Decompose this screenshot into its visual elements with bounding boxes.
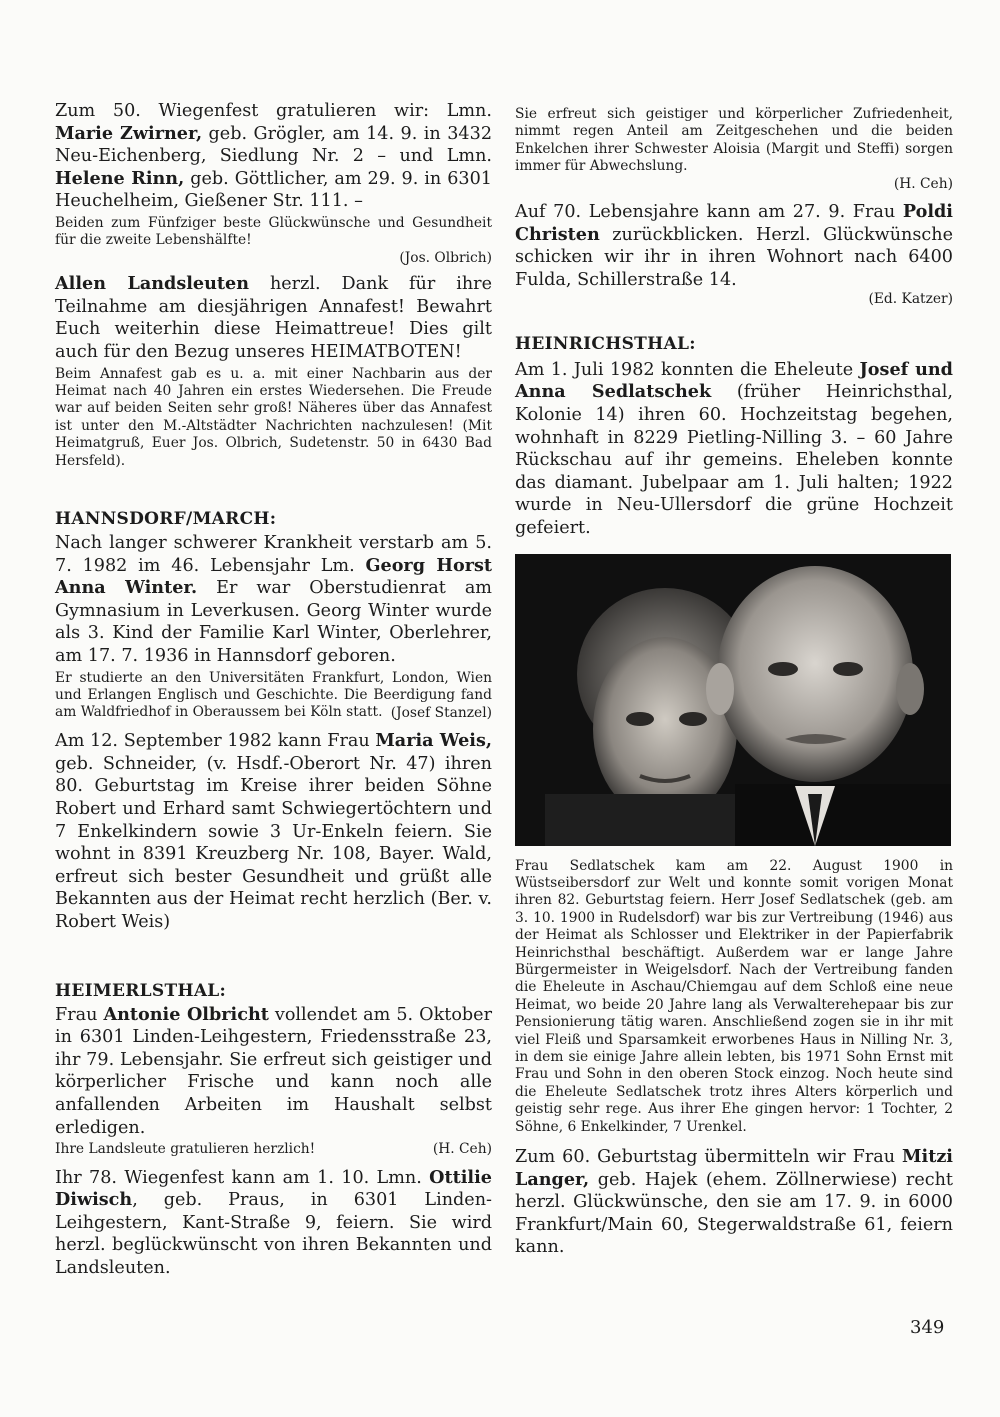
signature: (H. Ceh) — [893, 175, 953, 192]
text: herzl. Dank für ihre Teilnahme am diesjährigen Annafest! Bewahrt Euch weiterhin diese Heimattreue! Dies gilt auch für den Bezug unseres HEIMATBOTEN! — [55, 274, 492, 362]
birthday-notice-diwisch — [55, 1167, 492, 1280]
couple-portrait-graphic — [515, 554, 951, 846]
text: geb. Schneider, (v. Hsdf.-Oberort Nr. 47) ihren 80. Geburtstag im Kreise ihrer beiden Söhne Robert und Erhard samt Schwiegertöchtern und 7 Enkelkindern sowie 3 Ur-Enkeln feiern. Sie wohnt in 8391 Kreuzberg Nr. 108, Bayer. Wald, erfreut sich bester Gesundheit und grüßt alle Bekannten aus der Heimat recht herzlich (Ber. v. Robert Weis) — [55, 753, 492, 932]
text: Nach langer schwerer Krankheit verstarb am 5. 7. 1982 im 46. Lebensjahr Lm. — [55, 533, 492, 576]
section-heading-heimerlsthal: HEIMERLSTHAL: — [55, 980, 227, 1001]
text: , geb. Praus, in 6301 Linden-Leihgestern, Kant-Straße 9, feiern. Sie wird herzl. beglückwünscht von ihren Bekannten und Landsleuten. — [55, 1190, 492, 1278]
signature: (H. Ceh) — [432, 1141, 492, 1158]
person-name: Poldi Christen — [515, 201, 953, 245]
text: Ihr 78. Wiegenfest kann am 1. 10. Lmn. — [55, 1167, 430, 1188]
text: Zum 50. Wiegenfest gratulieren wir: Lmn. — [55, 101, 492, 121]
text: Frau — [55, 1004, 104, 1025]
birthday-wishes: Beiden zum Fünfziger beste Glückwünsche und Gesundheit für die zweite Lebenshälfte! — [55, 214, 492, 249]
right-column — [515, 106, 953, 1259]
left-column — [55, 100, 492, 1279]
person-name: Georg Horst Anna Winter. — [55, 554, 492, 599]
text: Zum 60. Geburtstag übermitteln wir Frau — [515, 1147, 903, 1168]
person-name: Maria Weis, — [375, 730, 492, 752]
text: Er war Oberstudienrat am Gymnasium in Leverkusen. Georg Winter wurde als 3. Kind der Familie Karl Winter, Oberlehrer, am 17. 7. 1936 in Hannsdorf geboren. — [55, 578, 492, 666]
text: Am 1. Juli 1982 konnten die Eheleute — [515, 359, 860, 380]
birthday-notice-weis — [55, 730, 492, 933]
person-name: Helene Rinn, — [55, 167, 185, 189]
birthday-notice-zwirner-rinn — [55, 100, 492, 213]
person-name: Josef und Anna Sedlatschek — [515, 358, 953, 403]
continued-note: Sie erfreut sich geistiger und körperlicher Zufriedenheit, nimmt regen Anteil am Zeitgeschehen und die beiden Enkelchen ihrer Schwester Aloisia (Margit und Steffi) sorgen immer für Abwechslung. — [515, 106, 953, 175]
person-name: Ottilie Diwisch — [55, 1166, 492, 1211]
congratulation-line — [55, 1141, 492, 1158]
signature: (Josef Stanzel) — [390, 704, 492, 721]
birthday-notice-langer — [515, 1146, 953, 1259]
photo-caption: Frau Sedlatschek kam am 22. August 1900 in Wüstseibersdorf zur Welt und konnte somit vorigen Monat ihren 82. Geburtstag feiern. Herr Josef Sedlatschek (geb. am 3. 10. 1900 in Rudelsdorf) war bis zur Vertreibung (1946) aus der Heimat als Schlosser und Elektriker in der Papierfabrik Heinrichsthal beschäftigt. Außerdem war er lange Jahre Bürgermeister in Weigelsdorf. Nach der Vertreibung fanden die Eheleute in Aschau/Chiemgau auf dem Schloß eine neue Heimat, wo beide 20 Jahre lang als Verwalterehepaar bis zur Pensionierung tätig waren. Anschließend zogen sie in ihr mit viel Fleiß und Sparsamkeit erworbenes Haus in Nilling Nr. 3, in dem sie einige Jahre allein lebten, bis 1971 Sohn Ernst mit Frau und Sohn in den oberen Stock einzog. Noch heute sind die Eheleute Sedlatschek trotz ihres Alters körperlich und geistig sehr rege. Aus ihrer Ehe gingen hervor: 1 Tochter, 2 Söhne, 6 Enkelkinder, 7 Urenkel. — [515, 857, 953, 1135]
obituary-details: Er studierte an den Universitäten Frankfurt, London, Wien und Erlangen Englisch und Geschichte. Die Beerdigung fand am Waldfriedhof in Oberaussem bei Köln statt. — [55, 669, 492, 721]
section-heading-hannsdorf: HANNSDORF/MARCH: — [55, 509, 277, 529]
thanks-annafest — [55, 273, 492, 363]
obituary-winter — [55, 532, 492, 668]
person-name: Allen Landsleuten — [55, 273, 250, 295]
text: geb. Göttlicher, am 29. 9. in 6301 Heuchelheim, Gießener Str. 111. – — [55, 168, 492, 212]
section-heading-heinrichsthal: HEINRICHSTHAL: — [515, 333, 696, 354]
text: geb. Hajek (ehem. Zöllnerwiese) recht herzl. Glückwünsche, den sie am 17. 9. in 6000 Frankfurt/Main 60, Stegerwaldstraße 61, feiern kann. — [515, 1169, 953, 1258]
text: geb. Grögler, am 14. 9. in 3432 Neu-Eichenberg, Siedlung Nr. 2 – und Lmn. — [55, 123, 493, 167]
couple-photo — [515, 554, 951, 846]
person-name: Marie Zwirner, — [55, 122, 203, 144]
text: vollendet am 5. Oktober in 6301 Linden-Leihgestern, Friedensstraße 23, ihr 79. Lebensjahr. Sie erfreut sich geistiger und körperlicher Frische und kann noch alle anfallenden Arbeiten im Haushalt selbst erledigen. — [55, 1004, 492, 1138]
text: Auf 70. Lebensjahre kann am 27. 9. Frau — [515, 202, 903, 223]
page-number: 349 — [910, 1317, 945, 1338]
annafest-note: Beim Annafest gab es u. a. mit einer Nachbarin aus der Heimat nach 40 Jahren ein erstes Wiedersehen. Die Freude war auf beiden Seiten sehr groß! Näheres über das Annafest ist unter den M.-Altstädter Nachrichten nachzulesen! (Mit Heimatgruß, Euer Jos. Olbrich, Sudetenstr. 50 in 6430 Bad Hersfeld). — [55, 365, 492, 469]
birthday-notice-christen — [515, 201, 953, 291]
person-name: Antonie Olbricht — [103, 1003, 269, 1025]
signature: (Jos. Olbrich) — [399, 249, 492, 266]
text: Ihre Landsleute gratulieren herzlich! — [55, 1141, 316, 1158]
birthday-notice-olbricht — [55, 1004, 492, 1140]
text: Am 12. September 1982 kann Frau — [55, 731, 376, 752]
anniversary-notice-sedlatschek — [515, 359, 953, 540]
text: (früher Heinrichsthal, Kolonie 14) ihren 60. Hochzeitstag begehen, wohnhaft in 8229 Pietling-Nilling 3. – 60 Jahre Rückschau auf ihr gemeins. Eheleben konnte das diamant. Jubelpaar am 1. Juli halten; 1922 wurde in Neu-Ullersdorf die grüne Hochzeit gefeiert. — [515, 382, 954, 538]
text: zurückblicken. Herzl. Glückwünsche schicken wir ihr in ihren Wohnort nach 6400 Fulda, Schillerstraße 14. — [515, 224, 953, 290]
signature: (Ed. Katzer) — [868, 291, 953, 308]
person-name: Mitzi Langer, — [515, 1146, 953, 1190]
